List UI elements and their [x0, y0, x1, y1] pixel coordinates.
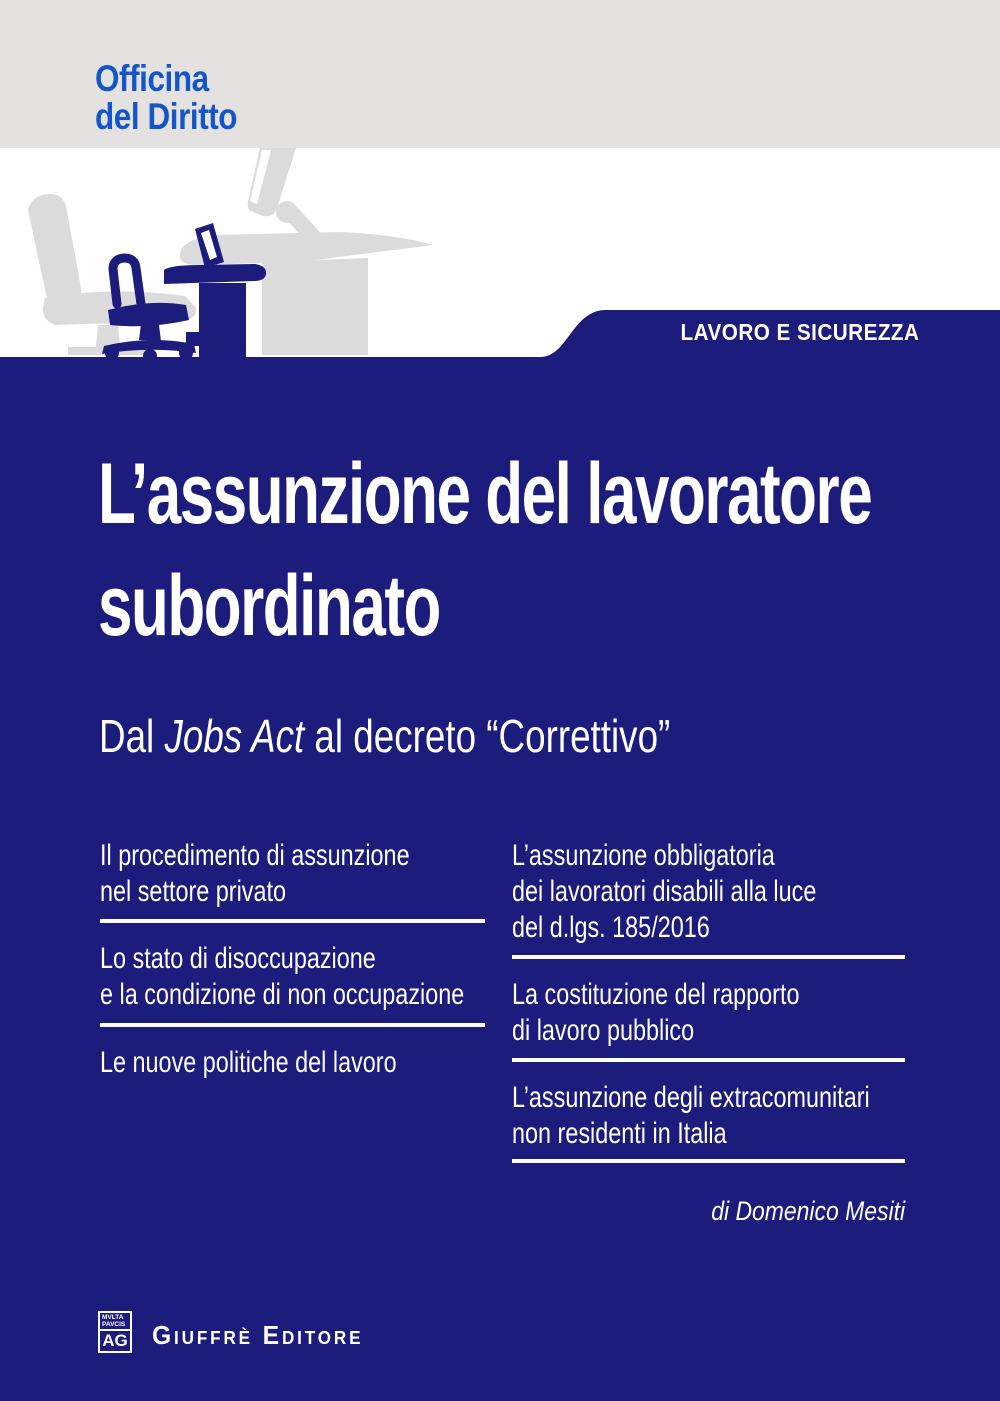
series-logo-text [95, 60, 237, 136]
collection-tab-label: LAVORO E SICUREZZA [680, 319, 920, 345]
topic-item [512, 838, 816, 946]
navy-chair-column [139, 324, 161, 341]
topic-line: L’assunzione obbligatoria [512, 839, 775, 872]
subtitle-suffix: al decreto “Correttivo” [304, 710, 671, 762]
topic-item [512, 977, 799, 1049]
topic-line: e la condizione di non occupazione [100, 978, 465, 1011]
publisher-emblem [98, 1311, 132, 1353]
topic-line: non residenti in Italia [512, 1117, 727, 1150]
author-credit: di Domenico Mesiti [711, 1196, 905, 1226]
topic-separator [512, 955, 905, 959]
topic-line: Le nuove politiche del lavoro [100, 1046, 397, 1079]
topic-line: del d.lgs. 185/2016 [512, 911, 710, 944]
title-line-1: L’assunzione del lavoratore [98, 446, 872, 542]
topic-line: nel settore privato [100, 875, 287, 908]
topic-line: Lo stato di disoccupazione [100, 942, 376, 975]
emblem-motto-line: PAVCIS [102, 1320, 126, 1328]
subtitle-prefix: Dal [99, 710, 165, 762]
emblem-initials: AG [100, 1329, 130, 1351]
topic-line: dei lavoratori disabili alla luce [512, 875, 817, 908]
gray-desk-column-silhouette [262, 258, 368, 355]
topic-line: L’assunzione degli extracomunitari [512, 1081, 870, 1114]
topic-line: Il procedimento di assunzione [100, 839, 410, 872]
publisher-name: Giuffrè Editore [152, 1320, 364, 1350]
topic-line: di lavoro pubblico [512, 1014, 695, 1047]
topic-separator [512, 1058, 905, 1062]
topic-separator [100, 919, 485, 923]
topic-item [100, 941, 464, 1013]
series-line-1: Officina [95, 58, 209, 99]
topic-separator [100, 1023, 485, 1027]
emblem-motto [100, 1313, 130, 1329]
navy-desk-shelf [164, 264, 266, 284]
navy-chair-wheel [105, 346, 119, 360]
book-title [98, 438, 871, 662]
series-line-2: del Diritto [95, 96, 238, 137]
subtitle-jobs-act-italic: Jobs Act [164, 710, 305, 762]
topic-separator [512, 1159, 905, 1163]
book-subtitle [99, 708, 670, 764]
topic-item [100, 1045, 397, 1081]
emblem-motto-line: MVLTA [102, 1314, 124, 1321]
gray-chair-silhouette [28, 194, 81, 304]
title-line-2: subordinato [98, 558, 440, 654]
navy-chair-wheel [179, 346, 193, 360]
topic-item [512, 1080, 870, 1152]
topic-line: La costituzione del rapporto [512, 978, 800, 1011]
topic-item [100, 838, 410, 910]
